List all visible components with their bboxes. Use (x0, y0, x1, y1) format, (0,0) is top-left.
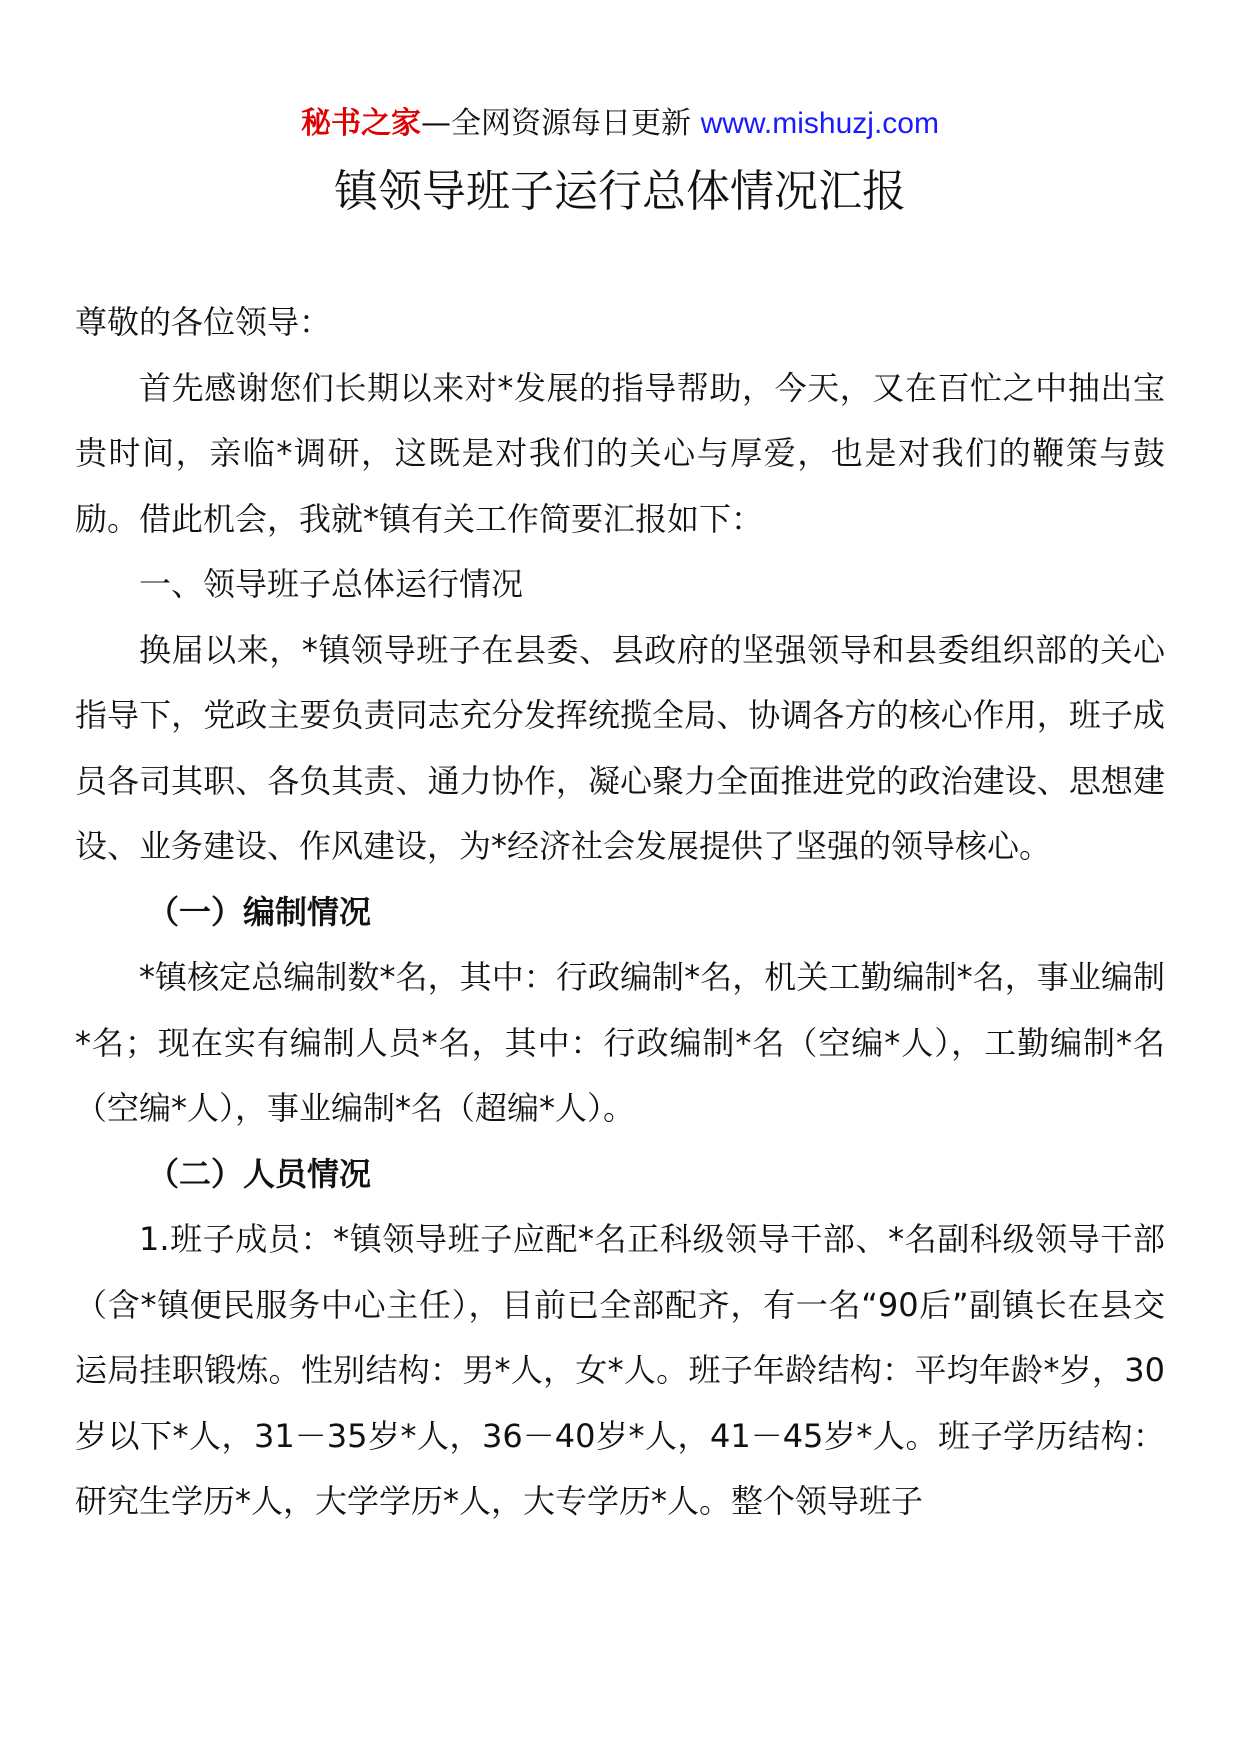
section-heading: 一、领导班子总体运行情况 (139, 565, 524, 603)
subsection-heading-staffing: （一）编制情况 (147, 892, 372, 931)
document-title: 镇领导班子运行总体情况汇报 (334, 166, 906, 217)
staffing-paragraph: *镇核定总编制数*名，其中：行政编制*名，机关工勤编制*名，事业编制*名；现在实有编制人员*名，其中：行政编制*名（空编*人），工勤编制*名（空编*人），事业编制*名（超编*人）。 (75, 958, 1165, 1127)
header-tagline: —全网资源每日更新 (421, 106, 701, 141)
subsection-heading-personnel: （二）人员情况 (147, 1154, 372, 1193)
brand-name: 秘书之家 (301, 106, 422, 141)
document-body (75, 290, 1165, 1535)
personnel-paragraph: 1.班子成员：*镇领导班子应配*名正科级领导干部、*名副科级领导干部（含*镇便民服务中心主任），目前已全部配齐，有一名“90后”副镇长在县交运局挂职锻炼。性别结构：男*人，女*人。班子年龄结构：平均年龄*岁，30岁以下*人，31－35岁*人，36－40岁*人，41－45岁*人。班子学历结构：研究生学历*人，大学学历*人，大专学历*人。整个领导班子 (75, 1220, 1165, 1520)
site-header (0, 102, 1240, 146)
salutation: 尊敬的各位领导： (75, 303, 332, 341)
site-url-link[interactable]: www.mishuzj.com (700, 107, 939, 140)
section-paragraph: 换届以来，*镇领导班子在县委、县政府的坚强领导和县委组织部的关心指导下，党政主要负责同志充分发挥统揽全局、协调各方的核心作用，班子成员各司其职、各负其责、通力协作，凝心聚力全面推进党的政治建设、思想建设、业务建设、作风建设，为*经济社会发展提供了坚强的领导核心。 (75, 630, 1165, 865)
intro-paragraph: 首先感谢您们长期以来对*发展的指导帮助，今天，又在百忙之中抽出宝贵时间，亲临*调研，这既是对我们的关心与厚爱，也是对我们的鞭策与鼓励。借此机会，我就*镇有关工作简要汇报如下： (75, 368, 1165, 538)
